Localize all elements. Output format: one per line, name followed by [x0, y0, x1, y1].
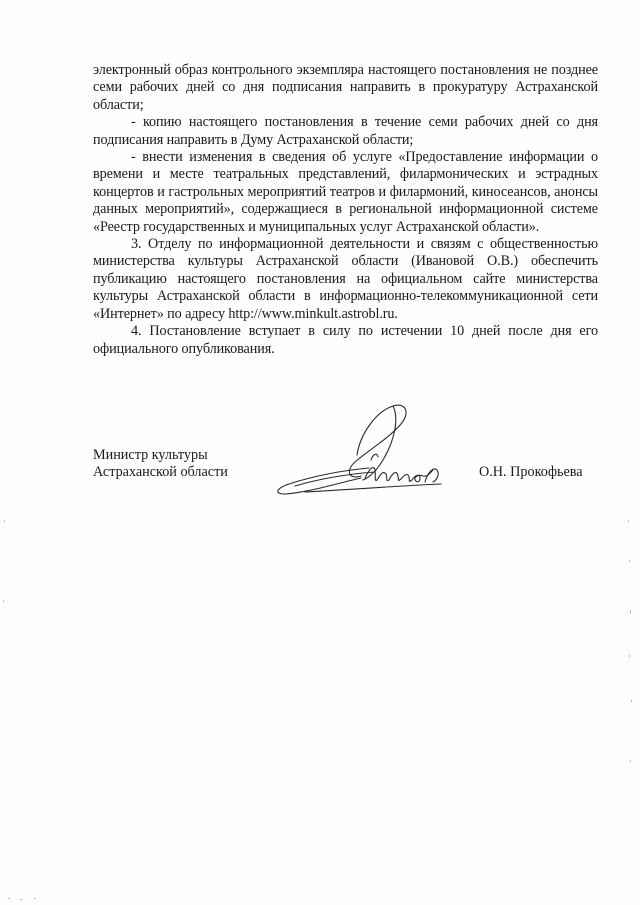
paragraph-continuation: электронный образ контрольного экземпляра настоящего постановления не позднее семи рабочих дней со дня подписания направить в прокуратуру Астраханской области; — [93, 62, 598, 113]
signatory-title-line-2: Астраханской области — [93, 464, 228, 481]
paragraph-item-3-publication: 3. Отделу по информационной деятельности и связям с общественностью министерства культуры Астраханской области (Ивановой О.В.) обеспечить публикацию настоящего постановления на официальном сайте министерства культуры Астраханской области в информационно-телекоммуникационной сети «Интернет» по адресу http://www.minkult.astrobl.ru. — [93, 236, 598, 322]
paragraph-item-4-effective-date: 4. Постановление вступает в силу по истечении 10 дней после дня его официального опубликования. — [93, 323, 598, 357]
signatory-title-line-1: Министр культуры — [93, 447, 208, 463]
paragraph-send-to-duma: - копию настоящего постановления в течение семи рабочих дней со дня подписания направить в Думу Астраханской области; — [93, 114, 598, 148]
paragraph-amend-service-info: - внести изменения в сведения об услуге «Предоставление информации о времени и месте театральных представлений, филармонических и эстрадных концертов и гастрольных мероприятий театров и филармоний, киносеансов, анонсы данных мероприятий», содержащиеся в региональной информационной системе «Реестр государственных и муниципальных услуг Астраханской области». — [93, 149, 598, 235]
handwritten-signature — [265, 400, 465, 505]
signatory-name: О.Н. Прокофьева — [479, 464, 583, 480]
document-body — [93, 62, 598, 358]
